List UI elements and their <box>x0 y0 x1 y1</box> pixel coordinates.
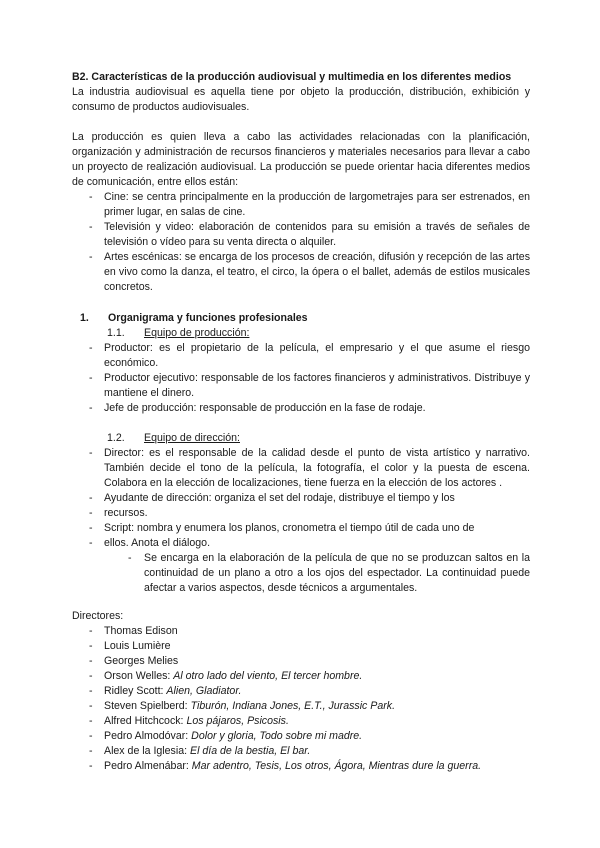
director-item: - Louis Lumière <box>72 639 530 654</box>
director-works: Los pájaros, Psicosis. <box>186 715 289 727</box>
director-item: - Alfred Hitchcock: Los pájaros, Psicosis. <box>72 714 530 729</box>
director-works: Tiburón, Indiana Jones, E.T., Jurassic Park. <box>190 700 396 712</box>
director-item: - Pedro Almenábar: Mar adentro, Tesis, Los otros, Ágora, Mientras dure la guerra. <box>72 759 530 774</box>
director-works: Mar adentro, Tesis, Los otros, Ágora, Mientras dure la guerra. <box>191 760 482 772</box>
director-item: - Steven Spielberd: Tiburón, Indiana Jones, E.T., Jurassic Park. <box>72 699 530 714</box>
document-title: B2. Características de la producción audiovisual y multimedia en los diferentes medios <box>72 71 512 83</box>
director-works: Alien, Gladiator. <box>166 685 242 697</box>
list-item: - Jefe de producción: responsable de producción en la fase de rodaje. <box>72 401 530 416</box>
director-item: - Alex de la Iglesia: El día de la bestia, El bar. <box>72 744 530 759</box>
list-item: - Ayudante de dirección: organiza el set del rodaje, distribuye el tiempo y los <box>72 491 530 506</box>
directors-list <box>72 624 530 774</box>
production-paragraph: La producción es quien lleva a cabo las actividades relacionadas con la planificación, organización y administración de recursos financieros y materiales necesarios para llevar a cabo un proyecto de realización audiovisual. La producción se puede orientar hacia diferentes medios de comunicación, entre ellos están: <box>72 131 530 188</box>
list-item: - Productor ejecutivo: responsable de los factores financieros y administrativos. Distribuye y mantiene el dinero. <box>72 371 530 401</box>
director-item: - Pedro Almodóvar: Dolor y gloria, Todo sobre mi madre. <box>72 729 530 744</box>
list-item: - ellos. Anota el diálogo. <box>72 536 530 551</box>
director-works: Dolor y gloria, Todo sobre mi madre. <box>191 730 363 742</box>
list-item: - Script: nombra y enumera los planos, cronometra el tiempo útil de cada uno de <box>72 521 530 536</box>
subsection-heading-direction: 1.2. Equipo de dirección: <box>107 432 240 444</box>
direction-team-list <box>72 446 530 596</box>
director-item: - Thomas Edison <box>72 624 530 639</box>
section-heading: 1. Organigrama y funciones profesionales <box>80 312 308 324</box>
list-item-continuation: - recursos. <box>72 506 530 521</box>
document-page <box>72 70 530 774</box>
director-item: - Orson Welles: Al otro lado del viento, El tercer hombre. <box>72 669 530 684</box>
list-item: - Televisión y video: elaboración de contenidos para su emisión a través de señales de televisión o vídeo para su venta directa o alquiler. <box>72 220 530 250</box>
directors-heading: Directores: <box>72 610 124 622</box>
director-works: Al otro lado del viento, El tercer hombre. <box>173 670 363 682</box>
production-team-list <box>72 341 530 416</box>
director-item: - Georges Melies <box>72 654 530 669</box>
director-item: - Ridley Scott: Alien, Gladiator. <box>72 684 530 699</box>
intro-paragraph: La industria audiovisual es aquella tiene por objeto la producción, distribución, exhibición y consumo de productos audiovisuales. <box>72 86 530 113</box>
list-item: - Cine: se centra principalmente en la producción de largometrajes para ser estrenados, en primer lugar, en salas de cine. <box>72 190 530 220</box>
media-list <box>72 190 530 295</box>
continuity-note: - Se encarga en la elaboración de la película de que no se produzcan saltos en la continuidad de un plano a otro a los ojos del espectador. La continuidad puede afectar a varios aspectos, desde técnicos a argumentales. <box>72 551 530 596</box>
director-works: El día de la bestia, El bar. <box>190 745 311 757</box>
list-item: - Artes escénicas: se encarga de los procesos de creación, difusión y recepción de las artes en vivo como la danza, el teatro, el circo, la ópera o el ballet, además de estilos musicales concretos. <box>72 250 530 295</box>
list-item: - Director: es el responsable de la calidad desde el punto de vista artístico y narrativo. También decide el tono de la película, la fotografía, el color y la puesta de escena. Colabora en la elección de localizaciones, tiene fuerza en la elección de los actores . <box>72 446 530 491</box>
subsection-heading-production: 1.1. Equipo de producción: <box>107 327 250 339</box>
list-item: - Productor: es el propietario de la película, el empresario y el que asume el riesgo económico. <box>72 341 530 371</box>
